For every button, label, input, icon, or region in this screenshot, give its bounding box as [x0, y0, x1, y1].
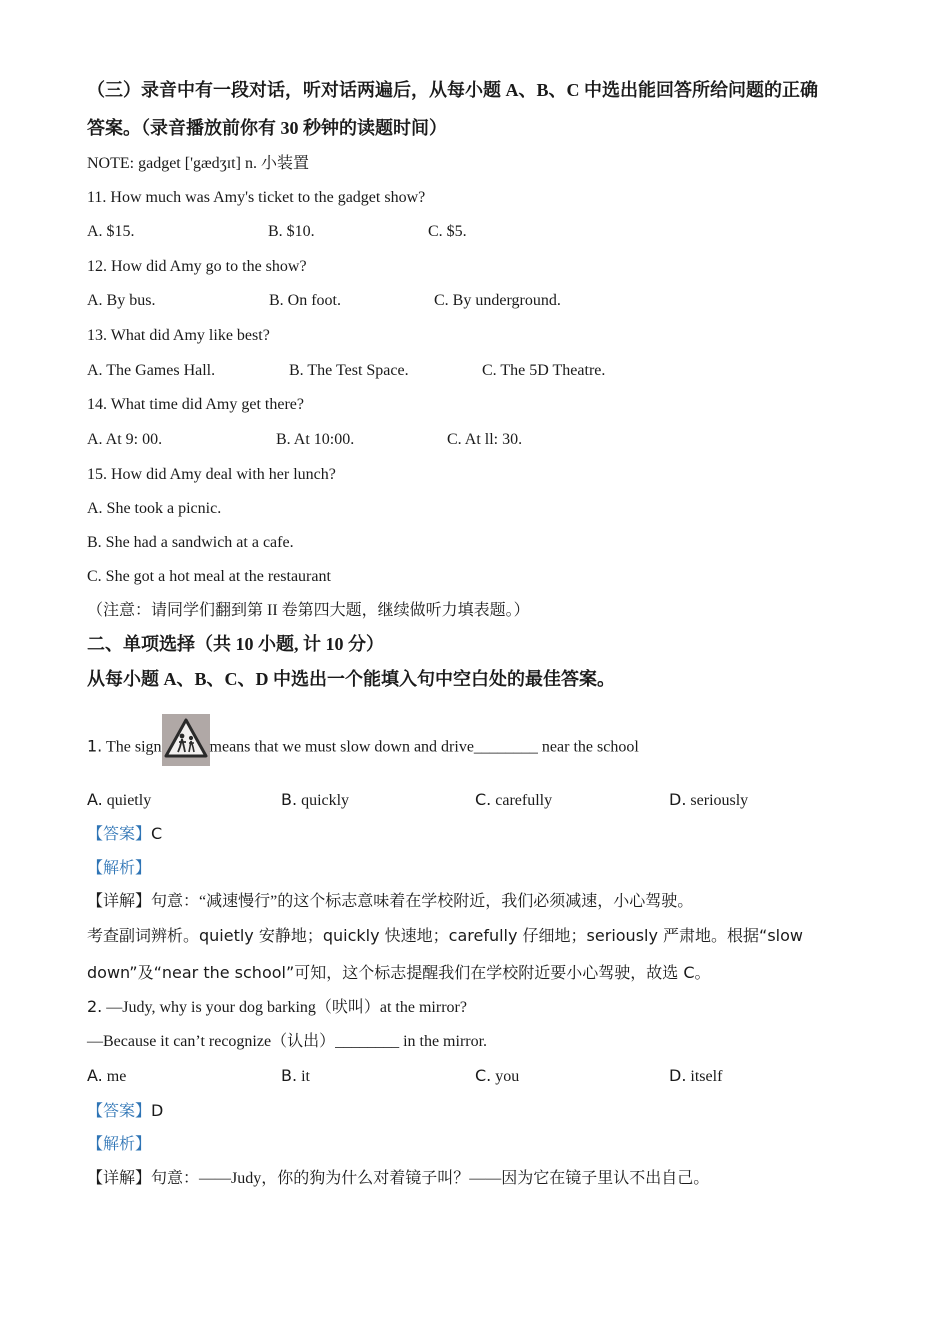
item2-number: 2. [87, 997, 103, 1016]
item2-option-c [475, 1066, 519, 1087]
item2-option-a-letter: A. [87, 1066, 103, 1085]
item2-option-b [281, 1066, 310, 1087]
section3-heading-line1: （三）录音中有一段对话，听对话两遍后，从每小题 A、B、C 中选出能回答所给问题的正确 [87, 80, 818, 100]
item2-option-d [669, 1066, 722, 1087]
q14-option-b: B. At 10:00. [276, 431, 355, 448]
item2-option-a [87, 1066, 126, 1087]
item1-option-d-letter: D. [669, 790, 687, 809]
item2-detail-line1 [87, 1169, 709, 1189]
detail-text: 句意：——Judy，你的狗为什么对着镜子叫？——因为它在镜子里认不出自己。 [151, 1170, 710, 1187]
item1-option-a [87, 790, 151, 811]
item2-analysis-tag: 【解析】 [87, 1136, 152, 1153]
item1-option-d [669, 790, 748, 811]
item2-option-d-text: itself [690, 1068, 723, 1085]
children-crossing-sign-icon [162, 714, 210, 766]
part2-heading: 二、单项选择（共 10 小题, 计 10 分） [87, 634, 384, 654]
item2-option-c-letter: C. [475, 1066, 492, 1085]
item2-stem-line1 [87, 997, 467, 1018]
question-15: 15. How did Amy deal with her lunch? [87, 466, 336, 483]
listening-notice: （注意：请同学们翻到第 II 卷第四大题，继续做听力填表题。） [87, 602, 530, 619]
q12-option-a: A. By bus. [87, 292, 156, 309]
q11-option-b: B. $10. [268, 223, 315, 240]
item1-option-c [475, 790, 552, 811]
item2-stem-line2: —Because it can’t recognize（认出）________ in the mirror. [87, 1033, 488, 1050]
q14-option-a: A. At 9: 00. [87, 431, 163, 448]
answer-value: C [151, 824, 163, 843]
item2-option-b-text: it [301, 1068, 310, 1085]
q12-option-c: C. By underground. [434, 292, 561, 309]
item1-option-a-letter: A. [87, 790, 103, 809]
question-14: 14. What time did Amy get there? [87, 396, 304, 413]
detail-tag: 【详解】 [87, 893, 152, 910]
q12-option-b: B. On foot. [269, 292, 341, 309]
question-12: 12. How did Amy go to the show? [87, 258, 307, 275]
item2-option-b-letter: B. [281, 1066, 298, 1085]
detail-text: 句意：“减速慢行”的这个标志意味着在学校附近，我们必须减速，小心驾驶。 [151, 893, 694, 910]
part2-instruction: 从每小题 A、B、C、D 中选出一个能填入句中空白处的最佳答案。 [87, 669, 616, 689]
item1-option-a-text: quietly [106, 792, 152, 809]
item1-stem [87, 730, 639, 766]
item1-detail-line3: down”及“near the school”可知，这个标志提醒我们在学校附近要小心驾驶，故选 C。 [87, 963, 711, 982]
q13-option-a: A. The Games Hall. [87, 362, 216, 379]
question-13: 13. What did Amy like best? [87, 327, 270, 344]
note-line: NOTE: gadget ['gædʒɪt] n. 小装置 [87, 155, 309, 172]
item1-option-c-text: carefully [495, 792, 553, 809]
item1-number: 1. [87, 736, 103, 756]
item1-analysis-tag: 【解析】 [87, 860, 152, 877]
item1-option-b-text: quickly [301, 792, 350, 809]
q13-option-c: C. The 5D Theatre. [482, 362, 606, 379]
item1-detail-line2: 考查副词辨析。quietly 安静地；quickly 快速地；carefully 仔细地；seriously 严肃地。根据“slow [87, 926, 803, 945]
detail-tag: 【详解】 [87, 1170, 152, 1187]
q15-option-c: C. She got a hot meal at the restaurant [87, 568, 331, 585]
item1-stem-after: means that we must slow down and drive________ near the school [209, 738, 639, 756]
item1-answer [87, 824, 162, 845]
item2-option-d-letter: D. [669, 1066, 687, 1085]
answer-tag: 【答案】 [87, 1103, 152, 1120]
item1-stem-before: The sign [105, 738, 162, 756]
item1-option-b-letter: B. [281, 790, 298, 809]
q14-option-c: C. At ll: 30. [447, 431, 523, 448]
item1-option-c-letter: C. [475, 790, 492, 809]
section3-heading-line2: 答案。（录音播放前你有 30 秒钟的读题时间） [87, 118, 447, 138]
question-11: 11. How much was Amy's ticket to the gadget show? [87, 189, 426, 206]
answer-tag: 【答案】 [87, 826, 152, 843]
item2-stem1: —Judy, why is your dog barking（吠叫）at the mirror? [106, 999, 467, 1016]
item1-option-d-text: seriously [690, 792, 749, 809]
q11-option-a: A. $15. [87, 223, 135, 240]
item1-option-b [281, 790, 349, 811]
q11-option-c: C. $5. [428, 223, 467, 240]
q13-option-b: B. The Test Space. [289, 362, 409, 379]
q15-option-a: A. She took a picnic. [87, 500, 222, 517]
answer-value: D [151, 1101, 164, 1120]
item2-option-c-text: you [495, 1068, 520, 1085]
q15-option-b: B. She had a sandwich at a cafe. [87, 534, 294, 551]
item2-option-a-text: me [106, 1068, 127, 1085]
item1-detail-line1 [87, 892, 693, 912]
item2-answer [87, 1101, 163, 1122]
